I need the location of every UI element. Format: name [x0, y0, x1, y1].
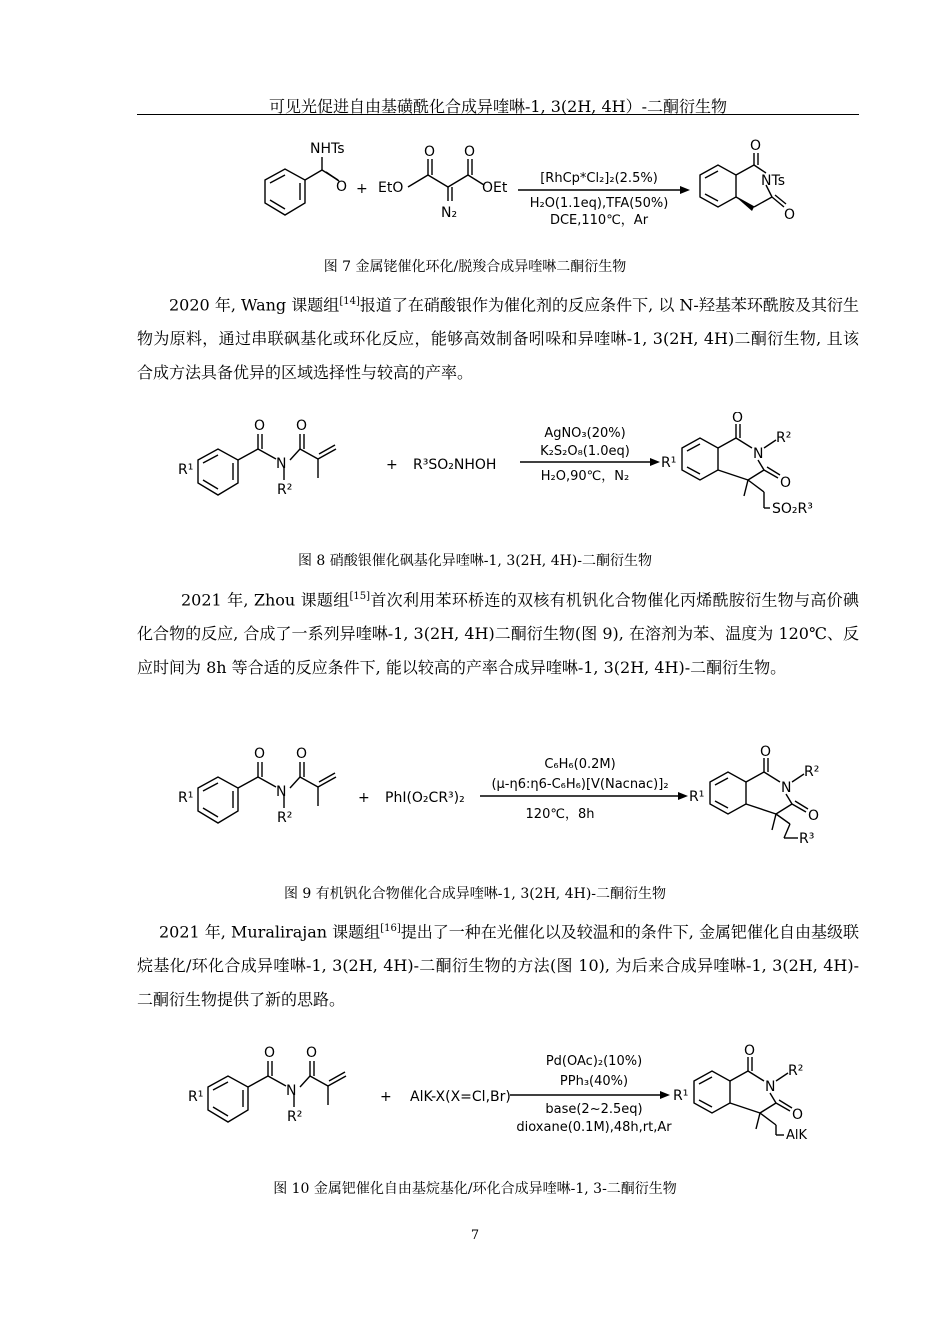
conditions-top-line: Pd(OAc)₂(10%) — [545, 1054, 643, 1069]
oxygen-label: O — [784, 207, 796, 223]
reagent-label-eto: EtO — [378, 180, 404, 196]
oxygen-label: O — [296, 746, 308, 762]
conditions-bottom-line: base(2~2.5eq) — [545, 1102, 643, 1117]
nitrogen-label: N — [276, 784, 287, 800]
oxygen-label: O — [760, 744, 772, 760]
scheme-figure-10 — [0, 1035, 950, 1150]
paragraph-text: 2021 年, Muralirajan 课题组 — [159, 922, 381, 942]
oxygen-label: O — [792, 1107, 804, 1123]
figure-9-caption: 图 9 有机钒化合物催化合成异喹啉-1, 3(2H, 4H)-二酮衍生物 — [283, 886, 667, 902]
r2-label: R² — [277, 810, 293, 826]
conditions-top-line: AgNO₃(20%) — [544, 426, 626, 441]
oxygen-label: O — [780, 475, 792, 491]
reagent-label: AlK-X(X=Cl,Br) — [410, 1089, 511, 1105]
citation: [15] — [349, 591, 371, 602]
r3-label: R³ — [799, 831, 815, 847]
sulfonyl-group-label: SO₂R³ — [772, 501, 813, 517]
nitrogen-label: N — [286, 1083, 297, 1099]
conditions-top-line: K₂S₂O₈(1.0eq) — [540, 444, 630, 459]
conditions-bottom-line: dioxane(0.1M),48h,rt,Ar — [516, 1120, 672, 1135]
r2-label: R² — [804, 764, 820, 780]
conditions-bottom-line: 120℃，8h — [525, 807, 595, 822]
paragraph-text: 提出了一种在光催化以及较温和的条件下, 金属钯催化自由基级联烷基化/环化合成异喹啉-1, 3(2H, 4H)-二酮衍生物的方法(图 10), 为后来合成异喹啉-1, 3(2H, 4H)-二酮衍生物提供了新的思路。 — [137, 922, 859, 1010]
nitrogen-label: N — [753, 446, 764, 462]
header-rule — [137, 114, 859, 115]
r2-label: R² — [287, 1109, 303, 1125]
oxygen-label: O — [750, 138, 762, 154]
paragraph-text: 2020 年, Wang 课题组 — [169, 295, 340, 315]
running-header: 可见光促进自由基磺酰化合成异喹啉-1, 3(2H, 4H）-二酮衍生物 — [268, 97, 728, 116]
conditions-bottom-line: DCE,110℃，Ar — [549, 213, 649, 228]
oxygen-label: O — [296, 418, 308, 434]
conditions-top-line: [RhCp*Cl₂]₂(2.5%) — [540, 171, 658, 186]
conditions-top-line: PPh₃(40%) — [559, 1074, 629, 1089]
scheme-figure-8 — [0, 412, 950, 527]
scheme-figure-7 — [0, 135, 950, 240]
plus-sign: + — [356, 181, 368, 197]
paragraph-wang — [137, 285, 859, 390]
oxygen-label: O — [808, 808, 820, 824]
r2-label: R² — [776, 430, 792, 446]
r1-label: R¹ — [178, 462, 194, 478]
figure-8-caption: 图 8 硝酸银催化砜基化异喹啉-1, 3(2H, 4H)-二酮衍生物 — [297, 553, 653, 569]
oxygen-label: O — [464, 144, 476, 160]
plus-sign: + — [380, 1089, 392, 1105]
alkyl-label: AlK — [786, 1128, 808, 1143]
citation: [14] — [339, 296, 360, 307]
paragraph-zhou — [137, 580, 859, 685]
citation: [16] — [380, 923, 401, 934]
conditions-top-line: (μ-η6:η6-C₆H₆)[V(Nacnac)]₂ — [491, 777, 669, 792]
plus-sign: + — [358, 790, 370, 806]
conditions-bottom-line: H₂O,90℃，N₂ — [540, 469, 630, 484]
r2-label: R² — [277, 482, 293, 498]
nitrogen-label: N — [781, 780, 792, 796]
r2-label: R² — [788, 1063, 804, 1079]
scheme-figure-9 — [0, 738, 950, 853]
oxygen-label: O — [336, 179, 348, 195]
r1-label: R¹ — [661, 455, 677, 471]
paragraph-text: 首次利用苯环桥连的双核有机钒化合物催化丙烯酰胺衍生物与高价碘化合物的反应, 合成了一系列异喹啉-1, 3(2H, 4H)二酮衍生物(图 9), 在溶剂为苯、温度为 120℃、反应时间为 8h 等合适的反应条件下, 能以较高的产率合成异喹啉-1, 3(2H, 4H)-二酮衍生物。 — [137, 590, 859, 678]
page-number: 7 — [470, 1228, 480, 1243]
n2-label: N₂ — [441, 205, 458, 221]
r1-label: R¹ — [689, 789, 705, 805]
paragraph-muralirajan — [137, 912, 859, 1017]
oxygen-label: O — [424, 144, 436, 160]
conditions-bottom-line: H₂O(1.1eq),TFA(50%) — [529, 196, 669, 211]
oxygen-label: O — [254, 418, 266, 434]
oxygen-label: O — [744, 1043, 756, 1059]
figure-7-caption: 图 7 金属铑催化环化/脱羧合成异喹啉二酮衍生物 — [323, 259, 627, 275]
nitrogen-label: N — [765, 1079, 776, 1095]
oxygen-label: O — [306, 1045, 318, 1061]
r1-label: R¹ — [178, 790, 194, 806]
oxygen-label: O — [264, 1045, 276, 1061]
nts-label: NTs — [761, 173, 786, 189]
oxygen-label: O — [732, 412, 744, 426]
figure-10-caption: 图 10 金属钯催化自由基烷基化/环化合成异喹啉-1, 3-二酮衍生物 — [273, 1181, 677, 1197]
r1-label: R¹ — [673, 1088, 689, 1104]
paragraph-text: 报道了在硝酸银作为催化剂的反应条件下, 以 N-羟基苯环酰胺及其衍生物为原料，通过串联砜基化或环化反应，能够高效制备吲哚和异喹啉-1, 3(2H, 4H)二酮衍生物, 且该合成方法具备优异的区域选择性与较高的产率。 — [137, 295, 859, 383]
plus-sign: + — [386, 457, 398, 473]
nitrogen-label: N — [276, 456, 287, 472]
reagent-label-oet: OEt — [482, 180, 508, 196]
reagent-label: PhI(O₂CR³)₂ — [385, 790, 465, 806]
oxygen-label: O — [254, 746, 266, 762]
r1-label: R¹ — [188, 1089, 204, 1105]
conditions-top-line: C₆H₆(0.2M) — [544, 757, 616, 772]
nhts-label: NHTs — [310, 141, 345, 157]
reagent-label: R³SO₂NHOH — [413, 457, 497, 473]
paragraph-text: 2021 年, Zhou 课题组 — [181, 590, 350, 610]
